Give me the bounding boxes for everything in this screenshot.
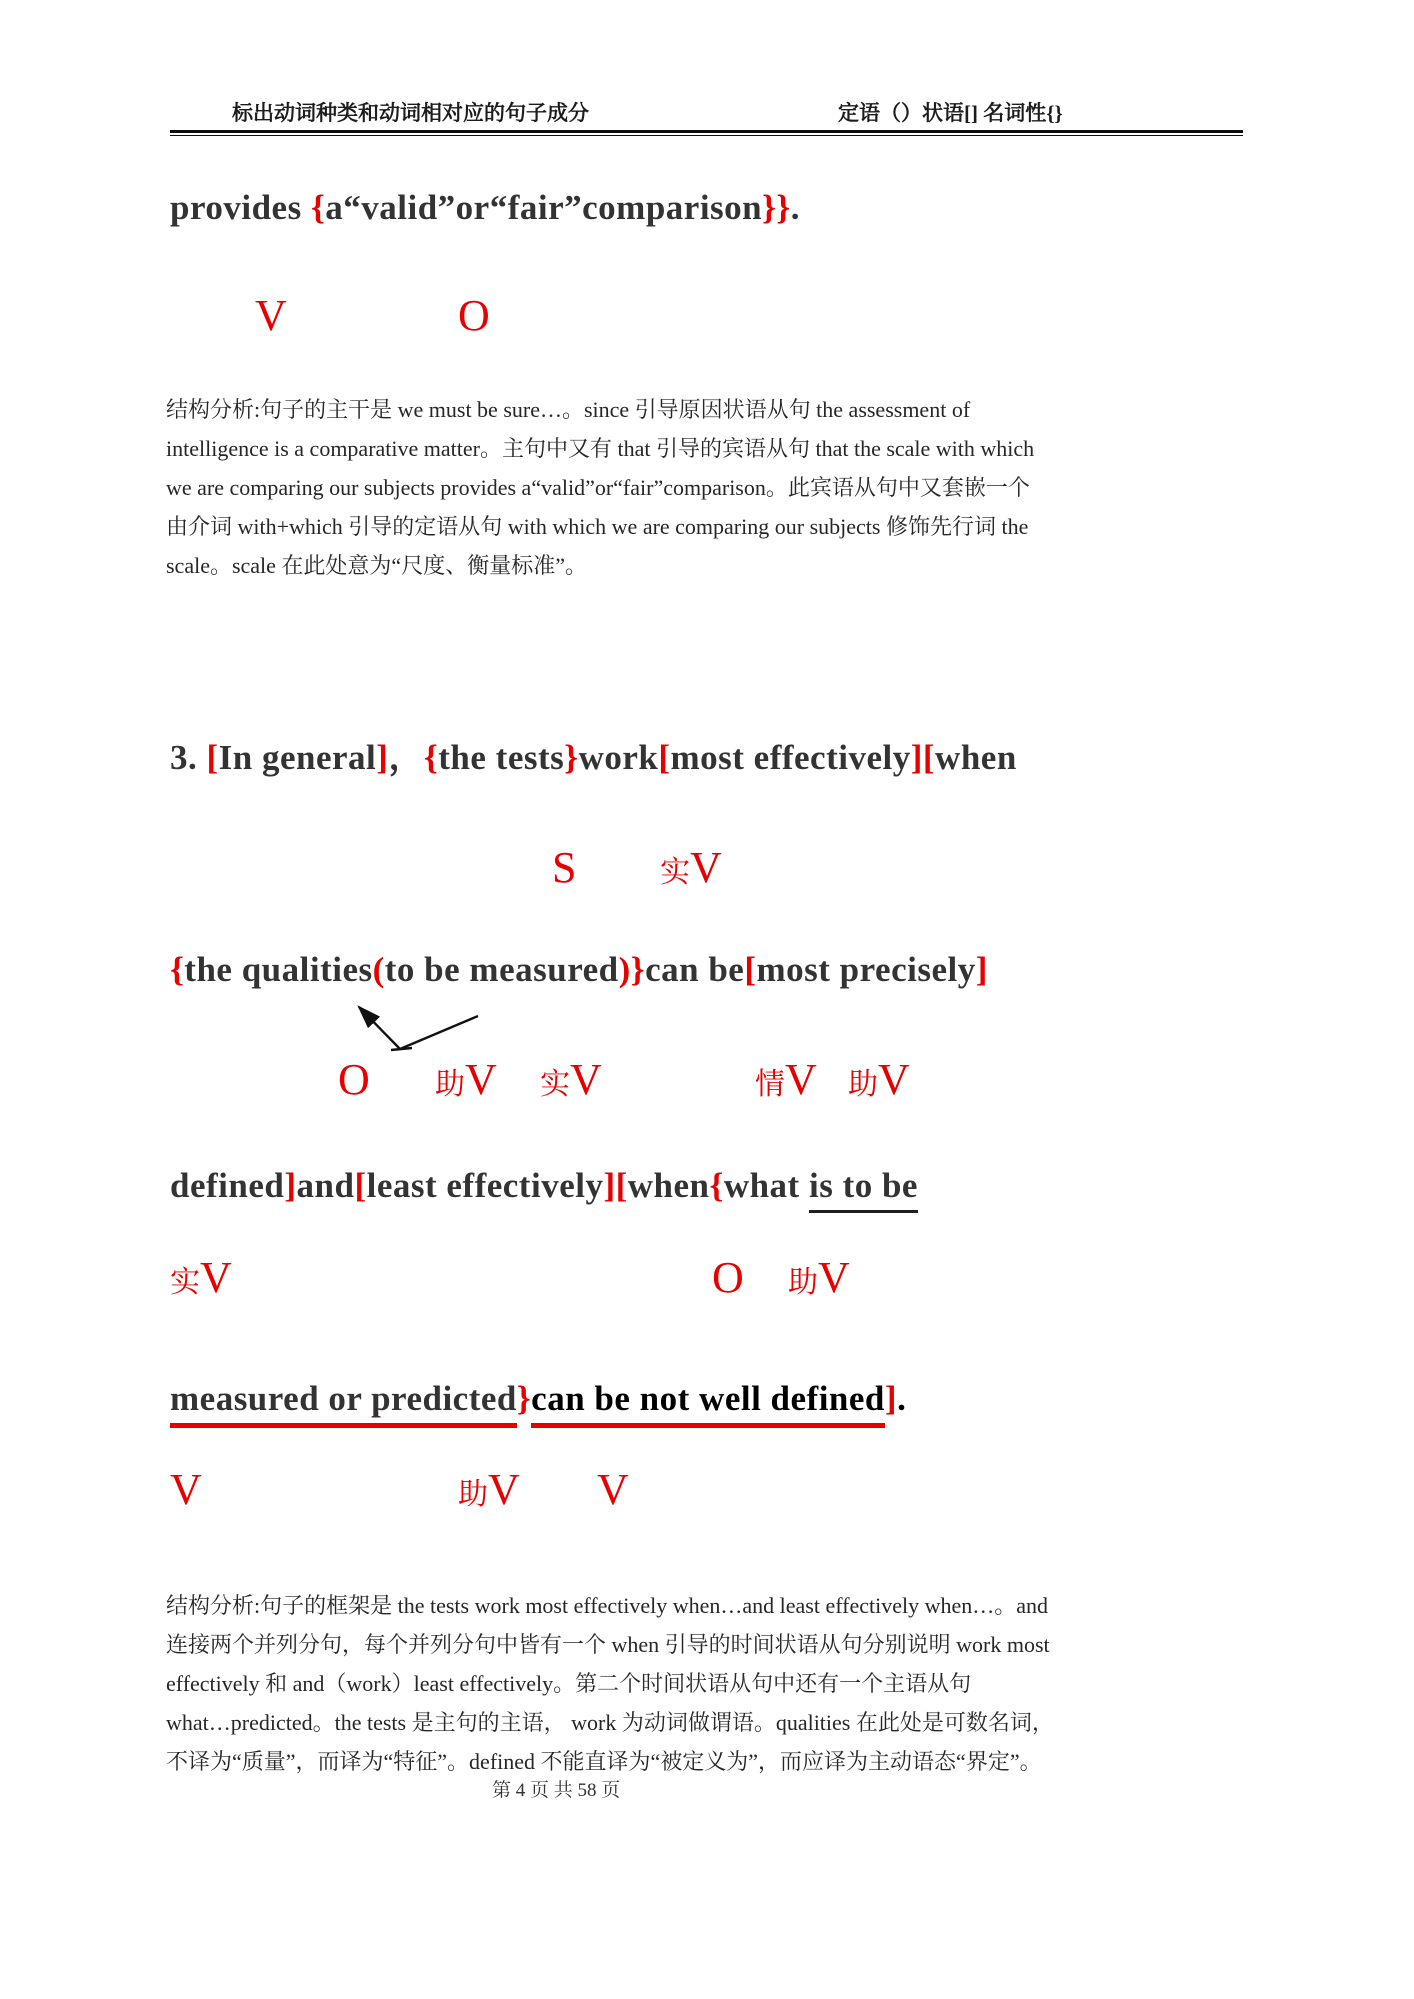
marker-type-char: 助 xyxy=(435,1068,465,1101)
text-segment: [ xyxy=(206,738,219,777)
sentence-3-line-4 xyxy=(170,1377,906,1421)
grammar-marker xyxy=(255,291,287,340)
marker-letter: V xyxy=(170,1465,202,1514)
sentence-3-line-2 xyxy=(170,948,988,992)
header-rule xyxy=(170,130,1243,136)
marker-letter: V xyxy=(785,1055,817,1104)
text-segment: { xyxy=(310,188,326,227)
analysis-line: 由介词 with+which 引导的定语从句 with which we are comparing our subjects 修饰先行词 the xyxy=(166,514,1029,539)
text-segment: most precisely xyxy=(756,950,976,989)
analysis-line: scale。scale 在此处意为“尺度、衡量标准”。 xyxy=(166,553,587,578)
text-segment: ][ xyxy=(603,1166,628,1205)
header-left-text: 标出动词种类和动词相对应的句子成分 xyxy=(232,101,589,125)
marker-type-char: 实 xyxy=(660,856,690,889)
pointer-to-measured xyxy=(400,1016,478,1049)
grammar-marker xyxy=(338,1055,370,1104)
marker-row-5 xyxy=(0,1465,1414,1526)
analysis-line: intelligence is a comparative matter。主句中又有 that 引导的宾语从句 that the scale with which xyxy=(166,436,1035,461)
text-segment: . xyxy=(790,188,800,227)
marker-type-char: 情 xyxy=(755,1068,785,1101)
marker-letter: V xyxy=(200,1253,232,1302)
marker-letter: V xyxy=(465,1055,497,1104)
marker-type-char: 助 xyxy=(788,1266,818,1299)
text-segment: In general xyxy=(218,738,377,777)
marker-letter: O xyxy=(458,291,490,340)
page-footer: 第 4 页 共 58 页 xyxy=(492,1780,621,1801)
arrow-to-qualities xyxy=(359,1007,400,1049)
analysis-paragraph-1 xyxy=(166,390,1261,585)
text-segment: } xyxy=(516,1379,532,1418)
marker-letter: V xyxy=(597,1465,629,1514)
text-segment: ] xyxy=(376,738,389,777)
marker-row-2 xyxy=(0,843,1414,904)
text-segment: }} xyxy=(762,188,791,227)
marker-row-3 xyxy=(0,1055,1414,1116)
text-segment: )} xyxy=(618,950,646,989)
analysis-paragraph-2 xyxy=(166,1586,1261,1781)
marker-type-char: 实 xyxy=(170,1266,200,1299)
grammar-marker xyxy=(435,1055,497,1104)
grammar-marker xyxy=(755,1055,817,1104)
analysis-line: effectively 和 and（work）least effectively。第二个时间状语从句中还有一个主语从句 xyxy=(166,1671,972,1696)
grammar-marker xyxy=(458,291,490,340)
text-segment: a“valid”or“fair”comparison xyxy=(325,188,763,227)
analysis-line: 结构分析:句子的主干是 we must be sure…。since 引导原因状语从句 the assessment of xyxy=(166,397,971,422)
header-right-text: 定语（）状语[] 名词性{} xyxy=(838,101,1063,125)
marker-type-char: 助 xyxy=(848,1068,878,1101)
text-segment: { xyxy=(709,1166,724,1205)
grammar-marker xyxy=(597,1465,629,1514)
text-segment: is to be xyxy=(809,1166,918,1213)
sentence-3-line-1 xyxy=(170,736,1017,780)
marker-type-char: 实 xyxy=(540,1068,570,1101)
analysis-line: we are comparing our subjects provides a“valid”or“fair”comparison。此宾语从句中又套嵌一个 xyxy=(166,475,1030,500)
marker-letter: O xyxy=(712,1253,744,1302)
text-segment: [ xyxy=(658,738,671,777)
grammar-marker xyxy=(170,1253,232,1302)
grammar-marker xyxy=(848,1055,910,1104)
marker-letter: V xyxy=(570,1055,602,1104)
marker-letter: V xyxy=(488,1465,520,1514)
text-segment: to be measured xyxy=(384,950,619,989)
text-segment: can be not well defined xyxy=(531,1379,885,1428)
text-segment: [ xyxy=(354,1166,367,1205)
analysis-line: 结构分析:句子的框架是 the tests work most effectively when…and least effectively when…。and xyxy=(166,1593,1049,1618)
text-segment: ][ xyxy=(910,738,936,777)
text-segment: } xyxy=(564,738,579,777)
grammar-marker xyxy=(788,1253,850,1302)
marker-letter: V xyxy=(255,291,287,340)
grammar-marker xyxy=(540,1055,602,1104)
text-segment: { xyxy=(170,950,185,989)
junction-tick xyxy=(391,1048,412,1050)
text-segment: when xyxy=(935,738,1017,777)
text-segment: ] xyxy=(975,950,988,989)
text-segment: the qualities xyxy=(184,950,373,989)
text-segment: ] xyxy=(884,1379,898,1418)
marker-letter: V xyxy=(818,1253,850,1302)
text-segment: least effectively xyxy=(366,1166,604,1205)
annotation-arrows xyxy=(325,996,505,1058)
text-segment: ] xyxy=(284,1166,297,1205)
text-segment: measured or predicted xyxy=(170,1379,517,1428)
text-segment: 3. xyxy=(170,738,207,777)
text-segment: . xyxy=(897,1379,907,1418)
text-segment: ( xyxy=(372,950,385,989)
text-segment: can be xyxy=(645,950,745,989)
text-segment: defined xyxy=(170,1166,285,1205)
marker-type-char: 助 xyxy=(458,1478,488,1511)
text-segment: most effectively xyxy=(670,738,911,777)
text-segment: provides xyxy=(170,188,311,227)
analysis-line: 连接两个并列分句，每个并列分句中皆有一个 when 引导的时间状语从句分别说明 work most xyxy=(166,1632,1050,1657)
marker-letter: O xyxy=(338,1055,370,1104)
text-segment: when xyxy=(627,1166,710,1205)
grammar-marker xyxy=(458,1465,520,1514)
grammar-marker xyxy=(552,843,577,892)
text-segment: [ xyxy=(744,950,757,989)
grammar-marker xyxy=(170,1465,202,1514)
text-segment: the tests xyxy=(438,738,565,777)
sentence-3-line-3 xyxy=(170,1164,918,1208)
grammar-marker xyxy=(712,1253,744,1302)
marker-letter: V xyxy=(878,1055,910,1104)
analysis-line: 不译为“质量”，而译为“特征”。defined 不能直译为“被定义为”，而应译为主动语态“界定”。 xyxy=(166,1749,1042,1774)
marker-row-4 xyxy=(0,1253,1414,1314)
text-segment: and xyxy=(296,1166,355,1205)
text-segment: work xyxy=(578,738,659,777)
text-segment: what xyxy=(723,1166,809,1205)
sentence-2-continuation xyxy=(170,186,800,230)
analysis-line: what…predicted。the tests 是主句的主语， work 为动词做谓语。qualities 在此处是可数名词， xyxy=(166,1710,1054,1735)
marker-letter: V xyxy=(690,843,722,892)
marker-letter: S xyxy=(552,843,577,892)
grammar-marker xyxy=(660,843,722,892)
text-segment: { xyxy=(423,738,439,777)
marker-row-1 xyxy=(0,291,1414,352)
text-segment: ， xyxy=(388,738,424,777)
